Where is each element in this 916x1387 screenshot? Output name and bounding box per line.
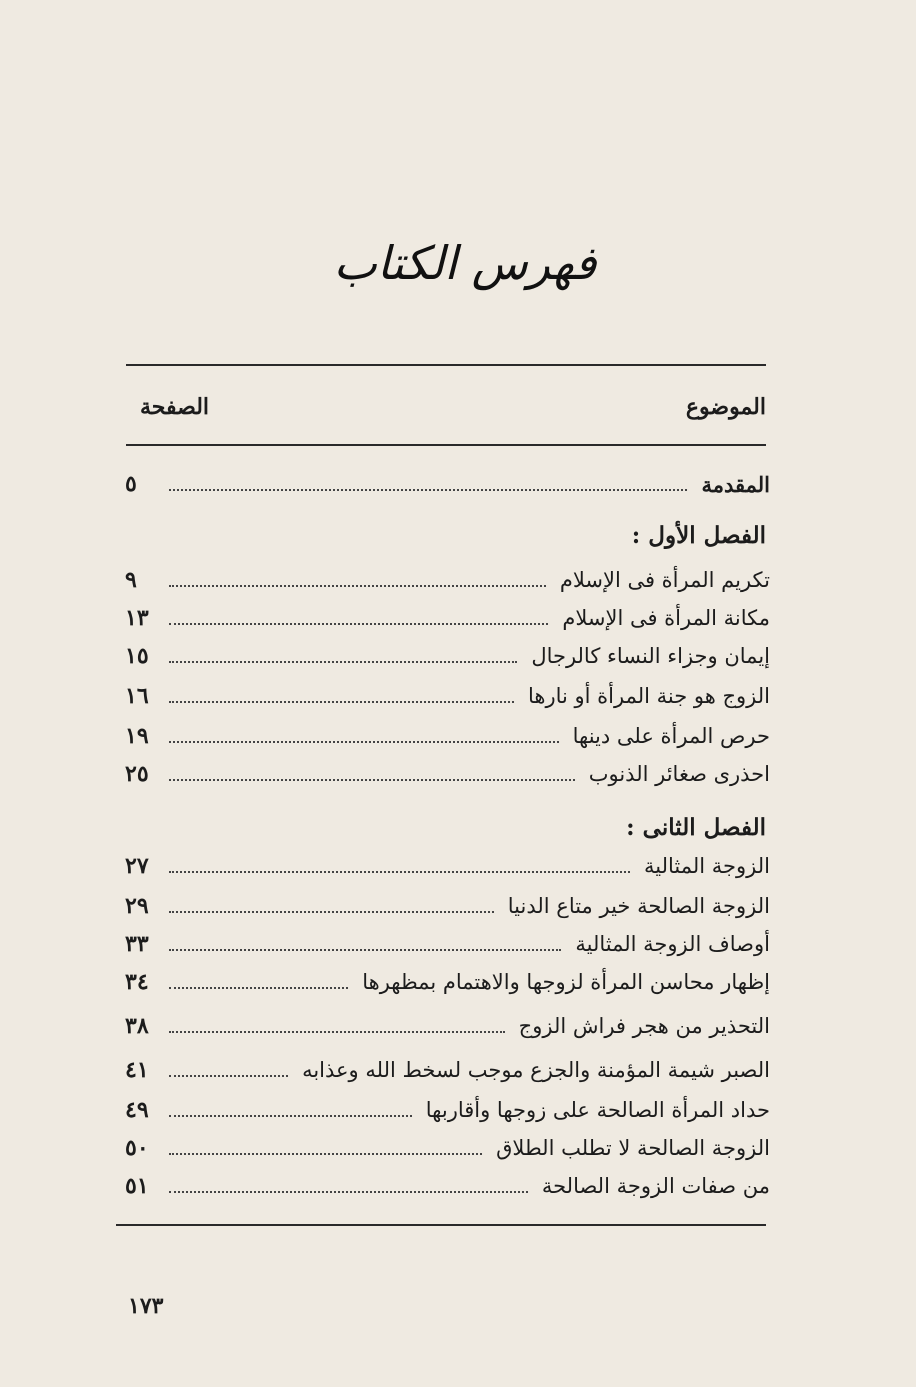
toc-entry-page: ٥١ [125, 1173, 149, 1199]
toc-row [125, 888, 770, 924]
toc-row [125, 718, 770, 754]
toc-row [125, 678, 770, 714]
toc-entry-page: ١٥ [125, 643, 149, 669]
toc-entry-label: احذرى صغائر الذنوب [588, 762, 770, 786]
column-header-topic: الموضوع [685, 394, 766, 420]
dot-leader [169, 1153, 482, 1155]
toc-row [125, 1130, 770, 1166]
dot-leader [169, 1191, 528, 1193]
toc-entry-page: ٢٧ [125, 853, 149, 879]
toc-row [125, 756, 770, 792]
dot-leader [169, 1115, 412, 1117]
toc-row-intro [125, 466, 770, 502]
toc-row [125, 1168, 770, 1204]
toc-entry-label: الزوجة الصالحة خير متاع الدنيا [507, 894, 770, 918]
toc-entry-page: ١٦ [125, 683, 149, 709]
dot-leader [169, 489, 687, 491]
toc-row [125, 848, 770, 884]
dot-leader [169, 949, 561, 951]
toc-entry-page: ٤٩ [125, 1097, 149, 1123]
page-number: ١٧٣ [128, 1293, 164, 1319]
toc-row [125, 1008, 770, 1044]
dot-leader [169, 661, 517, 663]
toc-entry-label: إظهار محاسن المرأة لزوجها والاهتمام بمظهرها [362, 970, 770, 994]
toc-entry-label: حداد المرأة الصالحة على زوجها وأقاربها [425, 1098, 770, 1122]
toc-entry-label: مكانة المرأة فى الإسلام [562, 606, 770, 630]
toc-row [125, 1092, 770, 1128]
dot-leader [169, 987, 348, 989]
toc-entry-page: ١٩ [125, 723, 149, 749]
toc-row [125, 926, 770, 962]
dot-leader [169, 585, 546, 587]
toc-row [125, 600, 770, 636]
header-top-rule [126, 364, 766, 366]
toc-entry-page: ٥٠ [125, 1135, 149, 1161]
toc-entry-label: الزوجة المثالية [644, 854, 770, 878]
toc-entry-page: ١٣ [125, 605, 149, 631]
toc-entry-page: ٢٥ [125, 761, 149, 787]
dot-leader [169, 1031, 505, 1033]
toc-entry-label: إيمان وجزاء النساء كالرجال [531, 644, 770, 668]
toc-entry-page: ٩ [125, 567, 137, 593]
toc-entry-page: ٣٨ [125, 1013, 149, 1039]
toc-entry-page: ٤١ [125, 1057, 149, 1083]
toc-entry-label: الزوج هو جنة المرأة أو نارها [527, 684, 770, 708]
dot-leader [169, 911, 494, 913]
dot-leader [169, 1075, 288, 1077]
toc-entry-label: تكريم المرأة فى الإسلام [559, 568, 770, 592]
header-bottom-rule [126, 444, 766, 446]
dot-leader [169, 623, 548, 625]
toc-row [125, 964, 770, 1000]
toc-entry-page: ٢٩ [125, 893, 149, 919]
toc-entry-label: التحذير من هجر فراش الزوج [518, 1014, 770, 1038]
page-title: فهرس الكتاب [333, 236, 597, 290]
dot-leader [169, 871, 630, 873]
toc-entry-page: ٣٤ [125, 969, 149, 995]
toc-row [125, 1052, 770, 1088]
dot-leader [169, 779, 575, 781]
chapter-one-heading: الفصل الأول : [631, 522, 766, 549]
toc-entry-label: حرص المرأة على دينها [572, 724, 770, 748]
toc-entry-label: أوصاف الزوجة المثالية [575, 932, 770, 956]
toc-entry-page: ٣٣ [125, 931, 149, 957]
toc-entry-label: من صفات الزوجة الصالحة [541, 1174, 770, 1198]
toc-entry-label: الصبر شيمة المؤمنة والجزع موجب لسخط الله وعذابه [302, 1058, 770, 1082]
footer-rule [116, 1224, 766, 1226]
toc-entry-label: المقدمة [701, 471, 770, 497]
toc-row [125, 562, 770, 598]
chapter-two-heading: الفصل الثانى : [626, 814, 766, 841]
toc-row [125, 638, 770, 674]
toc-entry-label: الزوجة الصالحة لا تطلب الطلاق [496, 1136, 770, 1160]
dot-leader [169, 701, 514, 703]
dot-leader [169, 741, 559, 743]
column-header-page: الصفحة [140, 394, 210, 420]
toc-entry-page: ٥ [125, 471, 137, 497]
